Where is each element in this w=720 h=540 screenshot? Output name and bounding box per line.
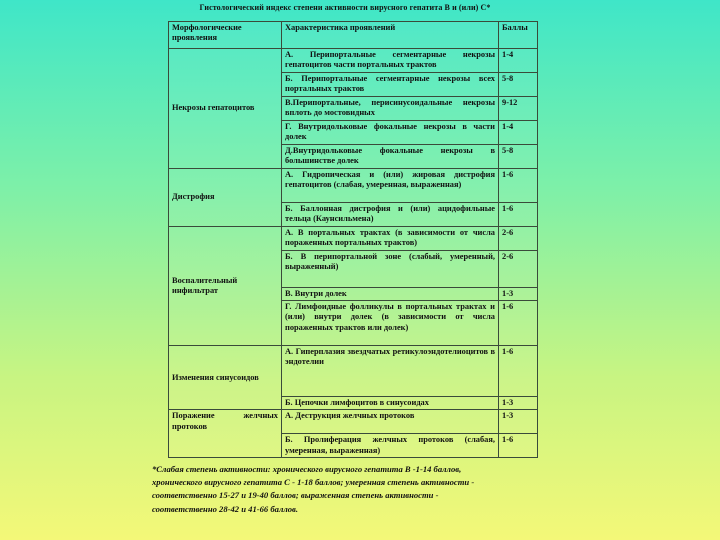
category-dystrophy: Дистрофия (169, 169, 282, 227)
footnote-line: соответственно 28-42 и 41-66 баллов. (152, 503, 299, 514)
row-desc: Д.Внутридольковые фокальные некрозы в большинстве долек (282, 145, 499, 169)
table-row (169, 227, 538, 251)
header-score: Баллы (499, 22, 538, 49)
row-desc: Г. Внутридольковые фокальные некрозы в части долек (282, 121, 499, 145)
row-score: 2-6 (499, 227, 538, 251)
footnote-line: хронического вирусного гепатита С - 1-18 баллов; умеренная степень активности - (152, 477, 475, 488)
row-score: 1-3 (499, 397, 538, 410)
row-score: 1-6 (499, 301, 538, 346)
category-bile-duct-damage: Поражение желчных протоков (169, 410, 282, 458)
row-desc: А. Гидропическая и (или) жировая дистрофия гепатоцитов (слабая, умеренная, выраженная) (282, 169, 499, 203)
table-row (169, 410, 538, 434)
row-desc: А. Деструкция желчных протоков (282, 410, 499, 434)
row-desc: В.Перипортальные, перисинусоидальные некрозы вплоть до мостовидных (282, 97, 499, 121)
row-score: 1-3 (499, 410, 538, 434)
row-score: 1-4 (499, 121, 538, 145)
header-morphology: Морфологические проявления (169, 22, 282, 49)
row-desc: Б. Перипортальные сегментарные некрозы всех портальных трактов (282, 73, 499, 97)
header-characteristic: Характеристика проявлений (282, 22, 499, 49)
row-score: 1-6 (499, 346, 538, 397)
category-inflammatory-infiltrate: Воспалительный инфильтрат (169, 227, 282, 346)
row-score: 1-6 (499, 203, 538, 227)
row-desc: А. Перипортальные сегментарные некрозы гепатоцитов части портальных трактов (282, 49, 499, 73)
row-desc: Б. Цепочки лимфоцитов в синусоидах (282, 397, 499, 410)
table-row (169, 169, 538, 203)
row-desc: Б. Пролиферация желчных протоков (слабая, умеренная, выраженная) (282, 434, 499, 458)
row-score: 9-12 (499, 97, 538, 121)
row-score: 1-6 (499, 169, 538, 203)
category-necrosis: Некрозы гепатоцитов (169, 49, 282, 169)
category-sinusoid-changes: Изменения синусоидов (169, 346, 282, 410)
footnote-line: *Слабая степень активности: хронического вирусного гепатита В -1-14 баллов, (152, 464, 462, 474)
page-title: Гистологический индекс степени активности вирусного гепатита В и (или) С* (199, 3, 491, 12)
row-score: 2-6 (499, 251, 538, 288)
row-score: 1-3 (499, 288, 538, 301)
row-score: 1-4 (499, 49, 538, 73)
footnote (152, 463, 554, 516)
table-header-row (169, 22, 538, 49)
row-desc: Г. Лимфоидные фолликулы в портальных трактах и (или) внутри долек (в зависимости от числа пораженных трактов или долек) (282, 301, 499, 346)
row-score: 5-8 (499, 145, 538, 169)
row-desc: В. Внутри долек (282, 288, 499, 301)
row-score: 5-8 (499, 73, 538, 97)
table-row (169, 346, 538, 397)
row-desc: Б. В перипортальной зоне (слабый, умеренный, выраженный) (282, 251, 499, 288)
row-desc: А. В портальных трактах (в зависимости от числа пораженных портальных трактов) (282, 227, 499, 251)
row-desc: Б. Баллонная дистрофия и (или) ацидофильные тельца (Каунсильмена) (282, 203, 499, 227)
row-score: 1-6 (499, 434, 538, 458)
footnote-line: соответственно 15-27 и 19-40 баллов; выраженная степень активности - (152, 490, 439, 501)
table-row (169, 49, 538, 73)
row-desc: А. Гиперплазия звездчатых ретикулоэндотелиоцитов в эндотелии (282, 346, 499, 397)
activity-index-table (168, 21, 538, 458)
